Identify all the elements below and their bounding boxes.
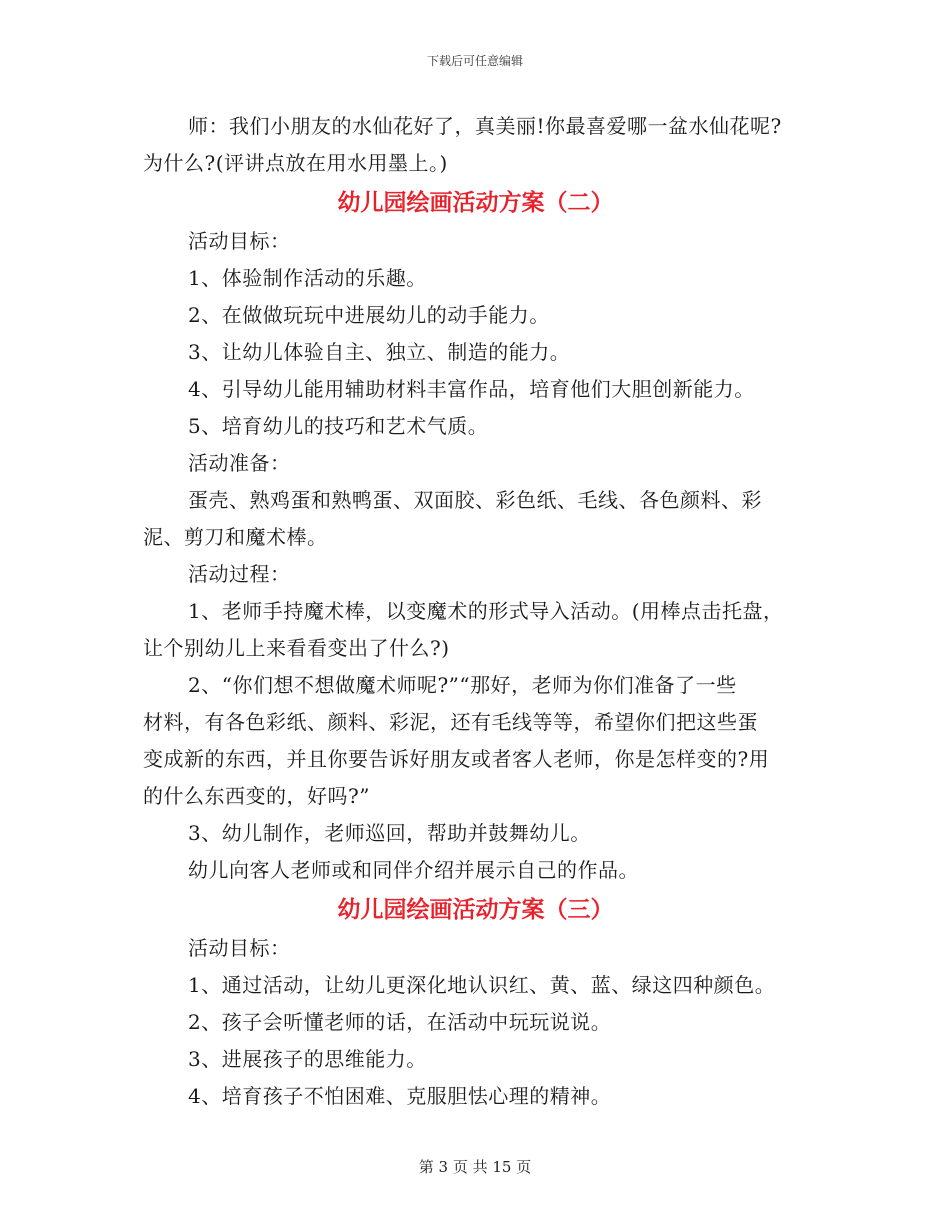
paragraph-line: 4、培育孩子不怕困难、克服胆怯心理的精神。 bbox=[188, 1084, 612, 1108]
paragraph-line: 2、“你们想不想做魔术师呢?”“那好，老师为你们准备了一些 bbox=[188, 673, 737, 697]
paragraph-line: 的什么东西变的，好吗?” bbox=[143, 784, 370, 808]
paragraph-line: 1、通过活动，让幼儿更深化地认识红、黄、蓝、绿这四种颜色。 bbox=[188, 973, 776, 997]
page-header: 下载后可任意编辑 bbox=[426, 54, 523, 68]
paragraph-line: 幼儿向客人老师或和同伴介绍并展示自己的作品。 bbox=[188, 858, 639, 882]
paragraph-line: 活动目标： bbox=[188, 936, 291, 960]
paragraph-line: 3、让幼儿体验自主、独立、制造的能力。 bbox=[188, 340, 571, 364]
paragraph-line: 为什么?(评讲点放在用水用墨上。) bbox=[143, 151, 448, 175]
paragraph-line: 2、在做做玩玩中进展幼儿的动手能力。 bbox=[188, 303, 550, 327]
paragraph-line: 活动过程： bbox=[188, 562, 291, 586]
paragraph-line: 变成新的东西，并且你要告诉好朋友或者客人老师，你是怎样变的?用 bbox=[143, 747, 770, 771]
paragraph-line: 泥、剪刀和魔术棒。 bbox=[143, 525, 328, 549]
paragraph-line: 1、老师手持魔术棒，以变魔术的形式导入活动。(用棒点击托盘， bbox=[188, 599, 784, 623]
paragraph-line: 让个别幼儿上来看看变出了什么?) bbox=[143, 636, 450, 660]
paragraph-line: 5、培育幼儿的技巧和艺术气质。 bbox=[188, 414, 489, 438]
paragraph-line: 4、引导幼儿能用辅助材料丰富作品，培育他们大胆创新能力。 bbox=[188, 377, 755, 401]
document-body bbox=[143, 108, 808, 1115]
page-footer: 第 3 页 共 15 页 bbox=[418, 1158, 532, 1176]
paragraph-line: 材料，有各色彩纸、颜料、彩泥，还有毛线等等，希望你们把这些蛋 bbox=[143, 710, 758, 734]
section-title: 幼儿园绘画活动方案（三） bbox=[337, 896, 614, 923]
paragraph-line: 蛋壳、熟鸡蛋和熟鸭蛋、双面胶、彩色纸、毛线、各色颜料、彩 bbox=[188, 488, 762, 512]
paragraph-line: 2、孩子会听懂老师的话，在活动中玩玩说说。 bbox=[188, 1010, 612, 1034]
paragraph-line: 1、体验制作活动的乐趣。 bbox=[188, 266, 427, 290]
paragraph-line: 活动目标： bbox=[188, 229, 291, 253]
paragraph-line: 活动准备： bbox=[188, 451, 291, 475]
paragraph-line: 师：我们小朋友的水仙花好了，真美丽!你最喜爱哪一盆水仙花呢? bbox=[188, 114, 782, 138]
paragraph-line: 3、进展孩子的思维能力。 bbox=[188, 1047, 427, 1071]
section-title: 幼儿园绘画活动方案（二） bbox=[337, 189, 614, 216]
paragraph-line: 3、幼儿制作，老师巡回，帮助并鼓舞幼儿。 bbox=[188, 821, 591, 845]
